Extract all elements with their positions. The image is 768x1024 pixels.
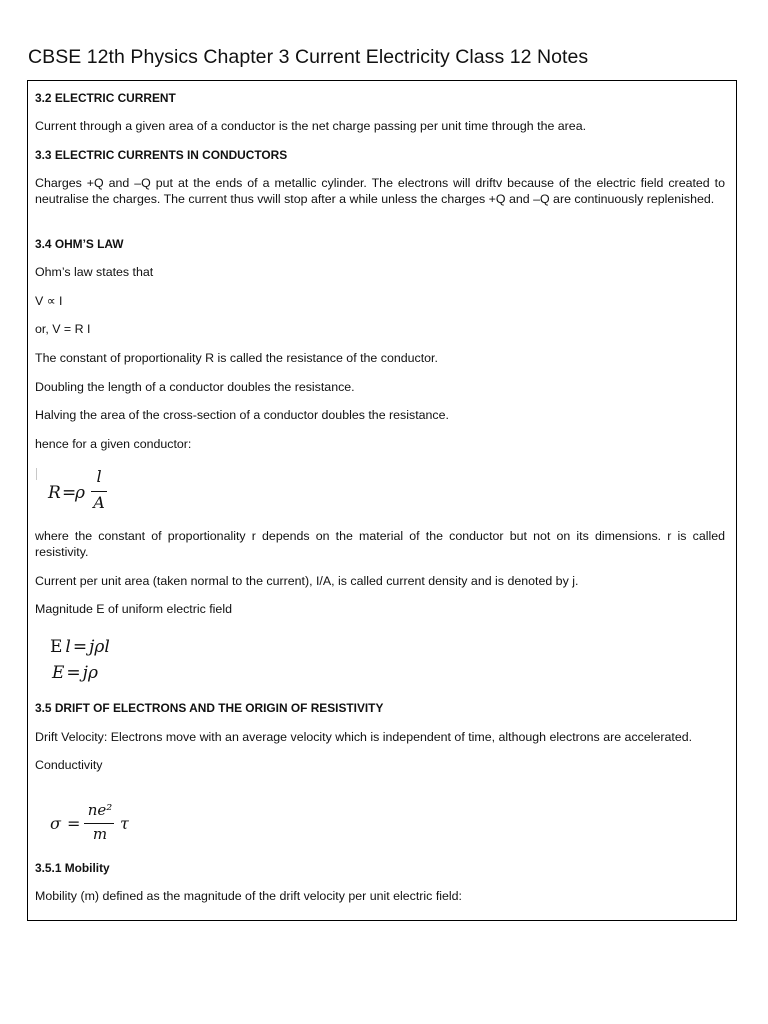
fraction-bar — [91, 491, 107, 492]
fraction-bar — [84, 823, 114, 824]
paragraph-doubling-length: Doubling the length of a conductor doubles the resistance. — [35, 380, 355, 394]
heading-3-3: 3.3 ELECTRIC CURRENTS IN CONDUCTORS — [35, 148, 288, 162]
paragraph-current-definition: Current through a given area of a conductor is the net charge passing per unit time through the area. — [35, 119, 587, 133]
paragraph-ohm-states: Ohm’s law states that — [35, 265, 154, 279]
paragraph-current-density: Current per unit area (taken normal to the current), I/A, is called current density and is denoted by j. — [35, 574, 579, 588]
paragraph-drift-velocity: Drift Velocity: Electrons move with an average velocity which is independent of time, although electrons are accelerated. — [35, 730, 693, 744]
paragraph-v-equals-ri: or, V = R I — [35, 322, 91, 336]
heading-3-4: 3.4 OHM’S LAW — [35, 237, 124, 251]
paragraph-halving-area: Halving the area of the cross-section of a conductor doubles the resistance. — [35, 408, 449, 422]
cursor-mark — [36, 468, 37, 480]
equation-field-line-2: E = jρ — [52, 663, 98, 683]
paragraph-resistance-constant: The constant of proportionality R is called the resistance of the conductor. — [35, 351, 438, 365]
heading-3-2: 3.2 ELECTRIC CURRENT — [35, 91, 176, 105]
equation-field-line-1: E l = jρl — [50, 637, 110, 657]
paragraph-magnitude-e: Magnitude E of uniform electric field — [35, 602, 232, 616]
paragraph-v-proportional-i: V ∝ I — [35, 294, 63, 308]
heading-3-5: 3.5 DRIFT OF ELECTRONS AND THE ORIGIN OF RESISTIVITY — [35, 701, 384, 715]
paragraph-conductivity: Conductivity — [35, 758, 103, 772]
paragraph-mobility: Mobility (m) defined as the magnitude of the drift velocity per unit electric field: — [35, 889, 462, 903]
equation-electric-field — [50, 637, 170, 687]
paragraph-charges: Charges +Q and –Q put at the ends of a metallic cylinder. The electrons will driftv because of the electric field created to neutralise the charges. The current thus vwill stop after a while unless the charges +Q and –Q are continuously replenished. — [35, 176, 725, 206]
equation-resistance: R = ρ l A — [48, 467, 168, 515]
document-title: CBSE 12th Physics Chapter 3 Current Electricity Class 12 Notes — [28, 46, 589, 68]
paragraph-hence: hence for a given conductor: — [35, 437, 192, 451]
heading-3-5-1: 3.5.1 Mobility — [35, 861, 110, 875]
paragraph-resistivity: where the constant of proportionality r depends on the material of the conductor but not on its dimensions. r is called resistivity. — [35, 529, 725, 559]
equation-conductivity: σ = ne² m τ — [50, 801, 129, 843]
notes-box — [27, 80, 737, 921]
